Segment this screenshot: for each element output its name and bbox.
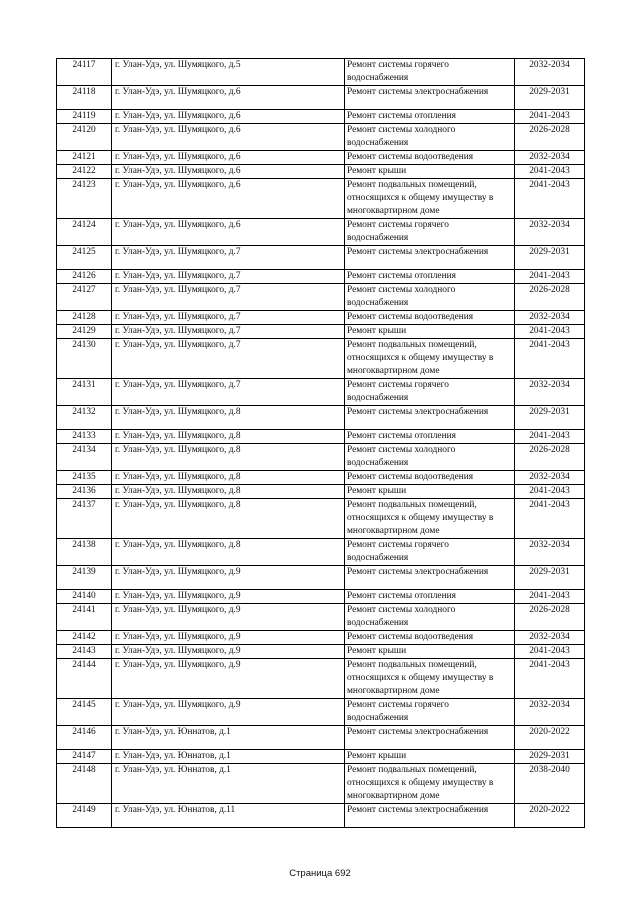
row-number: 24122 — [57, 165, 112, 179]
table-row — [57, 59, 585, 86]
row-period: 2032-2034 — [515, 59, 585, 86]
row-period: 2029-2031 — [515, 566, 585, 590]
row-period: 2041-2043 — [515, 485, 585, 499]
row-address: г. Улан-Удэ, ул. Шумяцкого, д.8 — [112, 539, 345, 566]
row-period: 2032-2034 — [515, 311, 585, 325]
row-number: 24141 — [57, 604, 112, 631]
row-work-type: Ремонт системы холодного водоснабжения — [345, 284, 515, 311]
row-address: г. Улан-Удэ, ул. Шумяцкого, д.8 — [112, 430, 345, 444]
row-period: 2041-2043 — [515, 645, 585, 659]
row-address: г. Улан-Удэ, ул. Шумяцкого, д.9 — [112, 659, 345, 699]
row-address: г. Улан-Удэ, ул. Юннатов, д.1 — [112, 764, 345, 804]
row-number: 24126 — [57, 270, 112, 284]
row-work-type: Ремонт подвальных помещений, относящихся к общему имуществу в многоквартирном доме — [345, 179, 515, 219]
row-work-type: Ремонт системы отопления — [345, 110, 515, 124]
table-row — [57, 604, 585, 631]
page-number: Страница 692 — [289, 868, 351, 879]
row-address: г. Улан-Удэ, ул. Шумяцкого, д.7 — [112, 339, 345, 379]
row-number: 24120 — [57, 124, 112, 151]
row-work-type: Ремонт системы холодного водоснабжения — [345, 124, 515, 151]
row-address: г. Улан-Удэ, ул. Шумяцкого, д.9 — [112, 566, 345, 590]
row-number: 24129 — [57, 325, 112, 339]
row-work-type: Ремонт системы горячего водоснабжения — [345, 59, 515, 86]
row-address: г. Улан-Удэ, ул. Шумяцкого, д.8 — [112, 471, 345, 485]
row-work-type: Ремонт системы горячего водоснабжения — [345, 219, 515, 246]
row-period: 2032-2034 — [515, 539, 585, 566]
row-number: 24127 — [57, 284, 112, 311]
table-row — [57, 590, 585, 604]
row-work-type: Ремонт системы электроснабжения — [345, 726, 515, 750]
row-period: 2026-2028 — [515, 604, 585, 631]
row-address: г. Улан-Удэ, ул. Шумяцкого, д.6 — [112, 219, 345, 246]
row-work-type: Ремонт подвальных помещений, относящихся к общему имуществу в многоквартирном доме — [345, 339, 515, 379]
row-number: 24139 — [57, 566, 112, 590]
row-period: 2029-2031 — [515, 86, 585, 110]
row-period: 2029-2031 — [515, 750, 585, 764]
row-period: 2026-2028 — [515, 444, 585, 471]
row-address: г. Улан-Удэ, ул. Шумяцкого, д.9 — [112, 699, 345, 726]
table-row — [57, 339, 585, 379]
row-address: г. Улан-Удэ, ул. Шумяцкого, д.8 — [112, 499, 345, 539]
row-number: 24147 — [57, 750, 112, 764]
table-row — [57, 430, 585, 444]
table-row — [57, 179, 585, 219]
table-row — [57, 151, 585, 165]
row-period: 2032-2034 — [515, 219, 585, 246]
row-period: 2041-2043 — [515, 339, 585, 379]
row-period: 2029-2031 — [515, 246, 585, 270]
row-period: 2041-2043 — [515, 659, 585, 699]
row-address: г. Улан-Удэ, ул. Шумяцкого, д.6 — [112, 165, 345, 179]
row-number: 24145 — [57, 699, 112, 726]
repair-schedule-table — [56, 58, 585, 828]
row-period: 2041-2043 — [515, 430, 585, 444]
row-address: г. Улан-Удэ, ул. Шумяцкого, д.7 — [112, 284, 345, 311]
row-number: 24124 — [57, 219, 112, 246]
row-work-type: Ремонт подвальных помещений, относящихся к общему имуществу в многоквартирном доме — [345, 659, 515, 699]
row-period: 2026-2028 — [515, 284, 585, 311]
row-number: 24138 — [57, 539, 112, 566]
row-number: 24142 — [57, 631, 112, 645]
row-number: 24121 — [57, 151, 112, 165]
row-work-type: Ремонт системы электроснабжения — [345, 86, 515, 110]
row-period: 2041-2043 — [515, 270, 585, 284]
row-work-type: Ремонт системы водоотведения — [345, 631, 515, 645]
table-row — [57, 444, 585, 471]
row-work-type: Ремонт системы электроснабжения — [345, 246, 515, 270]
row-period: 2041-2043 — [515, 165, 585, 179]
row-work-type: Ремонт крыши — [345, 165, 515, 179]
row-work-type: Ремонт системы электроснабжения — [345, 566, 515, 590]
row-number: 24123 — [57, 179, 112, 219]
row-number: 24130 — [57, 339, 112, 379]
row-work-type: Ремонт системы холодного водоснабжения — [345, 604, 515, 631]
row-number: 24125 — [57, 246, 112, 270]
table-row — [57, 750, 585, 764]
table-row — [57, 764, 585, 804]
row-period: 2026-2028 — [515, 124, 585, 151]
row-period: 2041-2043 — [515, 590, 585, 604]
row-address: г. Улан-Удэ, ул. Шумяцкого, д.8 — [112, 485, 345, 499]
row-period: 2020-2022 — [515, 804, 585, 828]
row-period: 2032-2034 — [515, 151, 585, 165]
row-work-type: Ремонт системы водоотведения — [345, 471, 515, 485]
table-row — [57, 270, 585, 284]
row-work-type: Ремонт крыши — [345, 750, 515, 764]
row-address: г. Улан-Удэ, ул. Шумяцкого, д.8 — [112, 406, 345, 430]
table-row — [57, 804, 585, 828]
row-work-type: Ремонт системы отопления — [345, 430, 515, 444]
row-address: г. Улан-Удэ, ул. Шумяцкого, д.7 — [112, 270, 345, 284]
table-row — [57, 659, 585, 699]
row-address: г. Улан-Удэ, ул. Шумяцкого, д.8 — [112, 444, 345, 471]
row-address: г. Улан-Удэ, ул. Шумяцкого, д.7 — [112, 246, 345, 270]
row-address: г. Улан-Удэ, ул. Шумяцкого, д.6 — [112, 179, 345, 219]
table-row — [57, 471, 585, 485]
row-period: 2041-2043 — [515, 325, 585, 339]
row-address: г. Улан-Удэ, ул. Юннатов, д.11 — [112, 804, 345, 828]
table-row — [57, 246, 585, 270]
row-number: 24128 — [57, 311, 112, 325]
row-number: 24133 — [57, 430, 112, 444]
row-work-type: Ремонт системы горячего водоснабжения — [345, 539, 515, 566]
table-row — [57, 726, 585, 750]
table-row — [57, 86, 585, 110]
row-period: 2041-2043 — [515, 110, 585, 124]
row-period: 2032-2034 — [515, 379, 585, 406]
row-period: 2020-2022 — [515, 726, 585, 750]
row-address: г. Улан-Удэ, ул. Шумяцкого, д.6 — [112, 151, 345, 165]
row-work-type: Ремонт системы отопления — [345, 270, 515, 284]
row-work-type: Ремонт системы электроснабжения — [345, 804, 515, 828]
row-address: г. Улан-Удэ, ул. Шумяцкого, д.9 — [112, 645, 345, 659]
row-number: 24135 — [57, 471, 112, 485]
row-period: 2041-2043 — [515, 179, 585, 219]
table-body — [57, 59, 585, 828]
row-number: 24131 — [57, 379, 112, 406]
table-row — [57, 284, 585, 311]
row-period: 2032-2034 — [515, 699, 585, 726]
row-work-type: Ремонт системы водоотведения — [345, 151, 515, 165]
row-number: 24137 — [57, 499, 112, 539]
row-number: 24143 — [57, 645, 112, 659]
row-number: 24132 — [57, 406, 112, 430]
row-work-type: Ремонт системы водоотведения — [345, 311, 515, 325]
table-row — [57, 485, 585, 499]
row-address: г. Улан-Удэ, ул. Шумяцкого, д.9 — [112, 631, 345, 645]
row-work-type: Ремонт системы горячего водоснабжения — [345, 699, 515, 726]
table-row — [57, 325, 585, 339]
row-work-type: Ремонт системы отопления — [345, 590, 515, 604]
row-work-type: Ремонт системы горячего водоснабжения — [345, 379, 515, 406]
row-number: 24140 — [57, 590, 112, 604]
row-address: г. Улан-Удэ, ул. Шумяцкого, д.9 — [112, 590, 345, 604]
row-work-type: Ремонт крыши — [345, 485, 515, 499]
document-page — [56, 58, 584, 828]
row-work-type: Ремонт крыши — [345, 325, 515, 339]
row-number: 24119 — [57, 110, 112, 124]
row-address: г. Улан-Удэ, ул. Юннатов, д.1 — [112, 726, 345, 750]
table-row — [57, 311, 585, 325]
table-row — [57, 219, 585, 246]
row-number: 24149 — [57, 804, 112, 828]
table-row — [57, 631, 585, 645]
row-period: 2038-2040 — [515, 764, 585, 804]
row-period: 2032-2034 — [515, 631, 585, 645]
row-address: г. Улан-Удэ, ул. Шумяцкого, д.9 — [112, 604, 345, 631]
row-address: г. Улан-Удэ, ул. Шумяцкого, д.6 — [112, 124, 345, 151]
row-number: 24136 — [57, 485, 112, 499]
row-number: 24144 — [57, 659, 112, 699]
row-work-type: Ремонт подвальных помещений, относящихся к общему имуществу в многоквартирном доме — [345, 499, 515, 539]
row-number: 24148 — [57, 764, 112, 804]
row-work-type: Ремонт крыши — [345, 645, 515, 659]
row-number: 24118 — [57, 86, 112, 110]
row-address: г. Улан-Удэ, ул. Шумяцкого, д.7 — [112, 311, 345, 325]
row-address: г. Улан-Удэ, ул. Шумяцкого, д.6 — [112, 86, 345, 110]
row-work-type: Ремонт системы электроснабжения — [345, 406, 515, 430]
table-row — [57, 379, 585, 406]
table-row — [57, 539, 585, 566]
table-row — [57, 110, 585, 124]
table-row — [57, 699, 585, 726]
row-period: 2041-2043 — [515, 499, 585, 539]
row-period: 2029-2031 — [515, 406, 585, 430]
row-number: 24146 — [57, 726, 112, 750]
table-row — [57, 566, 585, 590]
row-address: г. Улан-Удэ, ул. Шумяцкого, д.5 — [112, 59, 345, 86]
table-row — [57, 124, 585, 151]
row-work-type: Ремонт подвальных помещений, относящихся к общему имуществу в многоквартирном доме — [345, 764, 515, 804]
row-address: г. Улан-Удэ, ул. Юннатов, д.1 — [112, 750, 345, 764]
row-work-type: Ремонт системы холодного водоснабжения — [345, 444, 515, 471]
row-period: 2032-2034 — [515, 471, 585, 485]
row-number: 24117 — [57, 59, 112, 86]
row-address: г. Улан-Удэ, ул. Шумяцкого, д.6 — [112, 110, 345, 124]
row-address: г. Улан-Удэ, ул. Шумяцкого, д.7 — [112, 379, 345, 406]
table-row — [57, 499, 585, 539]
table-row — [57, 165, 585, 179]
table-row — [57, 406, 585, 430]
row-number: 24134 — [57, 444, 112, 471]
row-address: г. Улан-Удэ, ул. Шумяцкого, д.7 — [112, 325, 345, 339]
table-row — [57, 645, 585, 659]
